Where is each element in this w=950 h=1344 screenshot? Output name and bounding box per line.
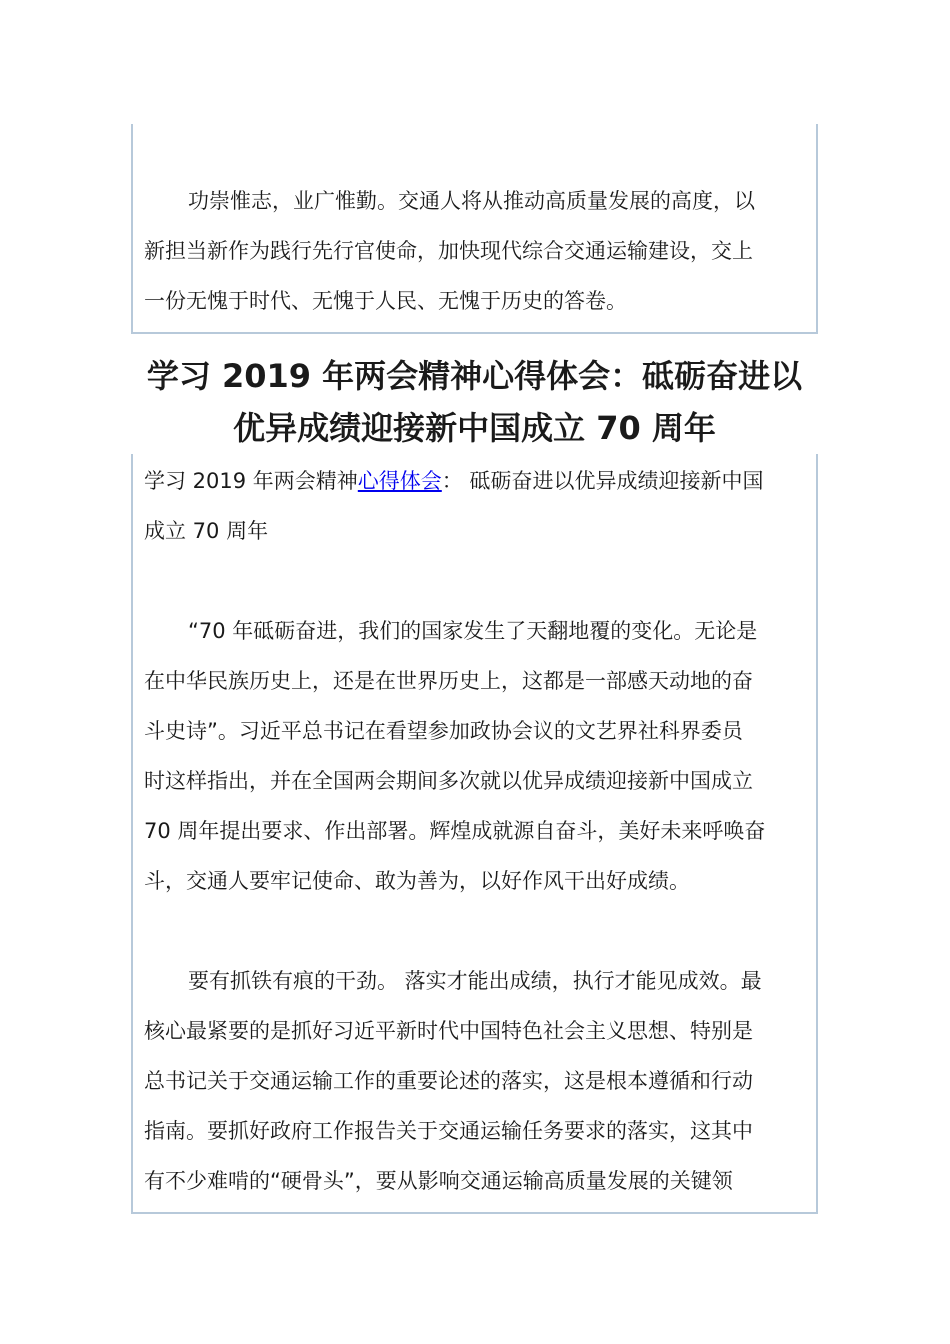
article-paragraph-2: [144, 956, 804, 1206]
paragraph-line: 指南。要抓好政府工作报告关于交通运输任务要求的落实，这其中: [144, 1119, 753, 1143]
paragraph-line: 一份无愧于时代、无愧于人民、无愧于历史的答卷。: [144, 289, 627, 313]
keyword-link[interactable]: 心得体会: [357, 469, 442, 493]
article-title-line1: 学习 2019 年两会精神心得体会：砥砺奋进以: [146, 357, 803, 395]
paragraph-line: 总书记关于交通运输工作的重要论述的落实，这是根本遵循和行动: [144, 1069, 753, 1093]
paragraph-line: 有不少难啃的“硬骨头”，要从影响交通运输高质量发展的关键领: [144, 1169, 733, 1193]
subtitle-text: ： 砥砺奋进以优异成绩迎接新中国: [441, 469, 764, 493]
subtitle-text: 学习 2019 年两会精神: [144, 469, 358, 493]
subtitle-line2: 成立 70 周年: [144, 519, 269, 543]
subtitle-line1: [144, 456, 804, 506]
paragraph-line: 在中华民族历史上，还是在世界历史上，这都是一部感天动地的奋: [144, 669, 753, 693]
paragraph-line: 斗史诗”。习近平总书记在看望参加政协会议的文艺界社科界委员: [144, 719, 743, 743]
article-title: [131, 350, 818, 454]
paragraph-line: 功崇惟志，业广惟勤。交通人将从推动高质量发展的高度，以: [188, 189, 755, 213]
paragraph-line: 核心最紧要的是抓好习近平新时代中国特色社会主义思想、特别是: [144, 1019, 753, 1043]
paragraph-line: 70 周年提出要求、作出部署。辉煌成就源自奋斗，美好未来呼唤奋: [144, 819, 766, 843]
article-paragraph-1: [144, 606, 804, 906]
paragraph-line: 斗，交通人要牢记使命、敢为善为，以好作风干出好成绩。: [144, 869, 690, 893]
article-title-line2: 优异成绩迎接新中国成立 70 周年: [233, 409, 716, 447]
paragraph-line: “70 年砥砺奋进，我们的国家发生了天翻地覆的变化。无论是: [188, 619, 758, 643]
paragraph-line: 时这样指出，并在全国两会期间多次就以优异成绩迎接新中国成立: [144, 769, 753, 793]
paragraph-line: 新担当新作为践行先行官使命，加快现代综合交通运输建设，交上: [144, 239, 753, 263]
top-paragraph: [144, 176, 804, 326]
paragraph-line: 要有抓铁有痕的干劲。 落实才能出成绩，执行才能见成效。最: [188, 969, 762, 993]
article-subtitle: [144, 456, 804, 556]
